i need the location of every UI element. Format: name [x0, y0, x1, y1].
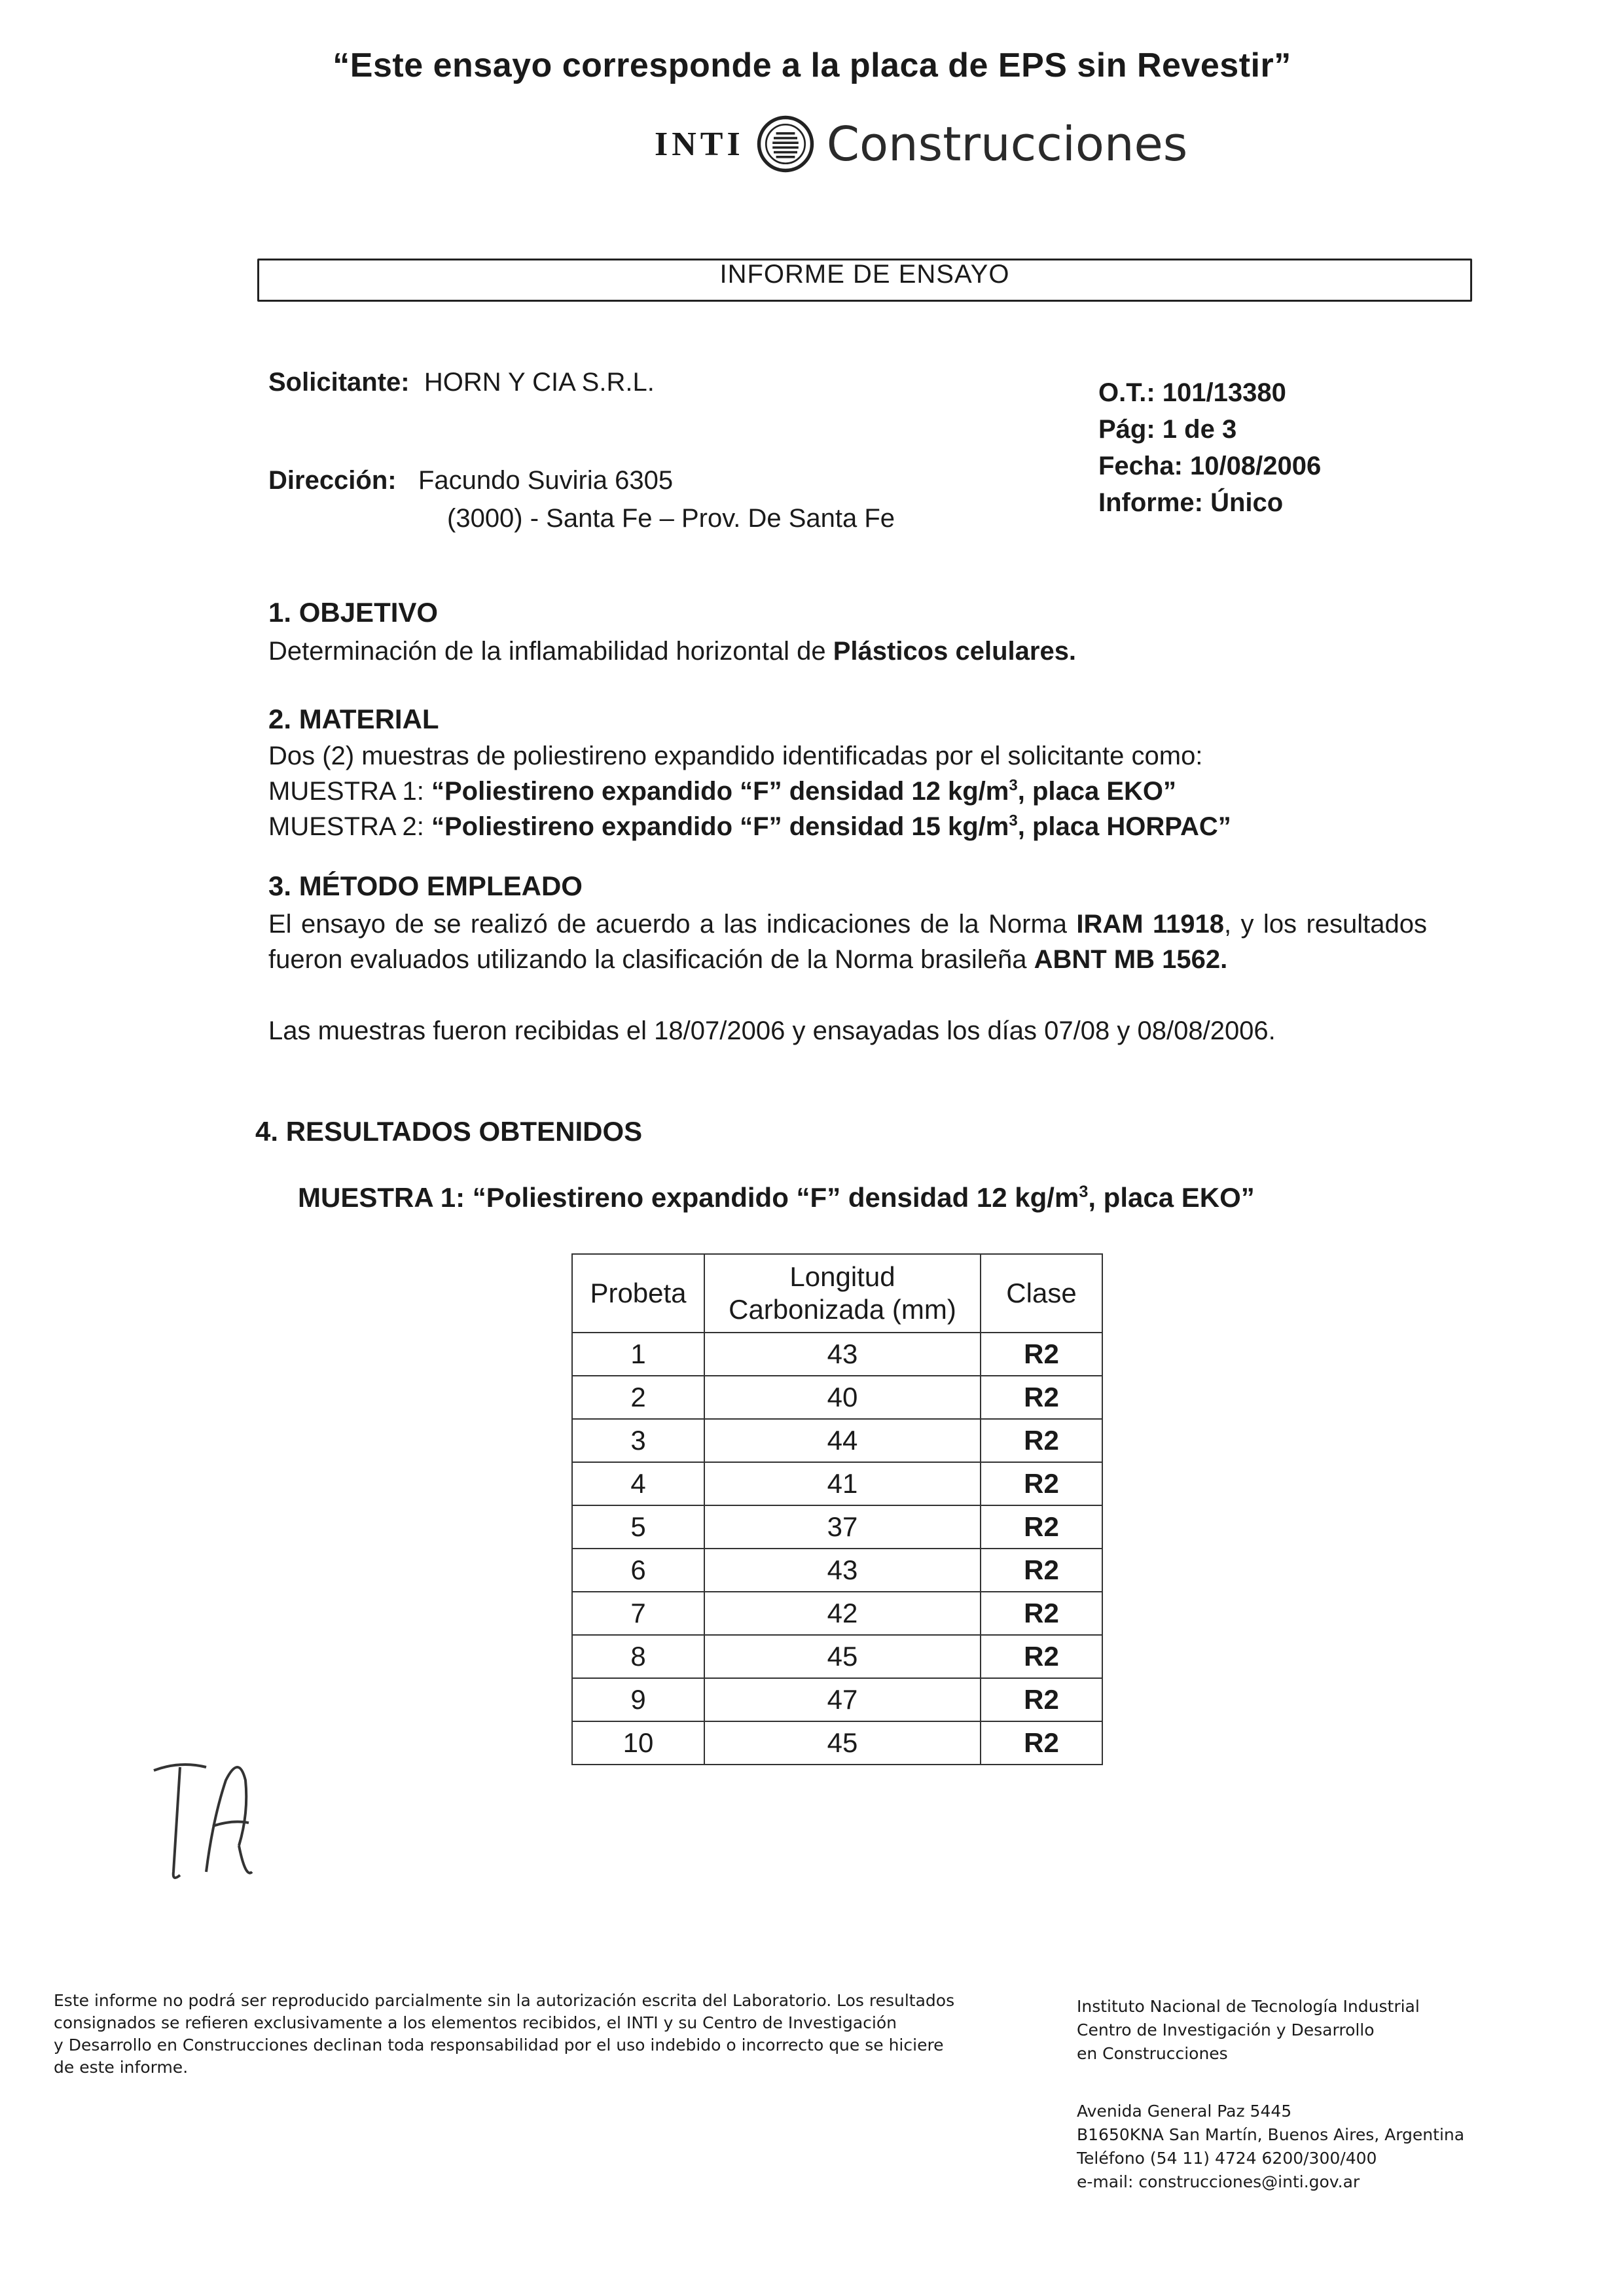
metodo-a: El ensayo de se realizó de acuerdo a las indicaciones de la Norma — [268, 910, 1077, 939]
results-heading-sup: 3 — [1079, 1183, 1089, 1201]
header-probeta: Probeta — [572, 1254, 704, 1333]
cell-longitud: 41 — [704, 1462, 981, 1505]
table-row — [572, 1721, 1102, 1765]
inti-emblem-icon — [756, 115, 815, 173]
table-row — [572, 1462, 1102, 1505]
cell-probeta: 9 — [572, 1678, 704, 1721]
section-material-title: 2. MATERIAL — [268, 704, 439, 734]
institution-line: Instituto Nacional de Tecnología Industrial — [1077, 1997, 1420, 2016]
cell-clase: R2 — [981, 1462, 1102, 1505]
table-row — [572, 1635, 1102, 1678]
table-row — [572, 1419, 1102, 1462]
cell-probeta: 10 — [572, 1721, 704, 1765]
address-line: B1650KNA San Martín, Buenos Aires, Argentina — [1077, 2125, 1465, 2144]
cell-probeta: 2 — [572, 1376, 704, 1419]
sample-1-sup: 3 — [1009, 776, 1018, 795]
report-meta — [1098, 374, 1321, 521]
table-row — [572, 1678, 1102, 1721]
cell-longitud: 42 — [704, 1592, 981, 1635]
sample-2-label: MUESTRA 2: — [268, 812, 431, 841]
table-row — [572, 1376, 1102, 1419]
cell-longitud: 44 — [704, 1419, 981, 1462]
cell-probeta: 1 — [572, 1333, 704, 1376]
section-metodo-text — [268, 906, 1427, 977]
results-table — [571, 1253, 1103, 1765]
cell-clase: R2 — [981, 1419, 1102, 1462]
solicitante-label: Solicitante: — [268, 368, 410, 397]
disclaimer-line: Este informe no podrá ser reproducido parcialmente sin la autorización escrita del Laboratorio. Los resultados — [54, 1991, 955, 2010]
footer-address — [1077, 2100, 1574, 2194]
header-longitud-line1: Longitud — [789, 1261, 895, 1292]
cell-probeta: 3 — [572, 1419, 704, 1462]
direccion-value-2: (3000) - Santa Fe – Prov. De Santa Fe — [447, 504, 895, 533]
cell-longitud: 45 — [704, 1721, 981, 1765]
disclaimer-line: consignados se refieren exclusivamente a los elementos recibidos, el INTI y su Centro de Investigación — [54, 2013, 897, 2032]
logo-construcciones-text: Construcciones — [826, 117, 1188, 171]
table-row — [572, 1505, 1102, 1549]
top-note: “Este ensayo corresponde a la placa de EPS sin Revestir” — [333, 46, 1291, 84]
table-row — [572, 1592, 1102, 1635]
header-clase: Clase — [981, 1254, 1102, 1333]
solicitante-line — [268, 368, 655, 397]
metodo-c: , y los resultados fueron evaluados utilizando la clasificación de la Norma brasileña — [268, 910, 1428, 974]
cell-probeta: 7 — [572, 1592, 704, 1635]
sample-2-sup: 3 — [1009, 812, 1018, 830]
cell-longitud: 45 — [704, 1635, 981, 1678]
results-sample-heading — [298, 1182, 1255, 1213]
table-row — [572, 1333, 1102, 1376]
order-number: O.T.: 101/13380 — [1098, 378, 1286, 407]
disclaimer-line: y Desarrollo en Construcciones declinan toda responsabilidad por el uso indebido o incorrecto que se hiciere — [54, 2036, 944, 2054]
cell-clase: R2 — [981, 1592, 1102, 1635]
institution-line: Centro de Investigación y Desarrollo — [1077, 2020, 1375, 2039]
cell-longitud: 47 — [704, 1678, 981, 1721]
cell-probeta: 4 — [572, 1462, 704, 1505]
cell-longitud: 43 — [704, 1549, 981, 1592]
metodo-norma-abnt: ABNT MB 1562. — [1034, 945, 1228, 974]
solicitante-value: HORN Y CIA S.R.L. — [424, 368, 655, 397]
sample-1-tail: , placa EKO” — [1017, 777, 1177, 806]
page-number: Pág: 1 de 3 — [1098, 415, 1237, 444]
results-heading-text: MUESTRA 1: “Poliestireno expandido “F” densidad 12 kg/m — [298, 1182, 1079, 1213]
cell-clase: R2 — [981, 1635, 1102, 1678]
sample-1-desc: “Poliestireno expandido “F” densidad 12 kg/m — [431, 777, 1009, 806]
section-objetivo-title: 1. OBJETIVO — [268, 597, 439, 628]
cell-longitud: 37 — [704, 1505, 981, 1549]
table-row — [572, 1549, 1102, 1592]
cell-clase: R2 — [981, 1505, 1102, 1549]
header-longitud — [704, 1254, 981, 1333]
direccion-label: Dirección: — [268, 466, 397, 495]
section-objetivo-text — [268, 634, 1076, 669]
material-sample-2 — [268, 809, 1231, 844]
cell-clase: R2 — [981, 1549, 1102, 1592]
material-sample-1 — [268, 774, 1231, 809]
objetivo-bold: Plásticos celulares. — [833, 637, 1077, 666]
handwritten-signature — [141, 1741, 272, 1898]
report-title: INFORME DE ENSAYO — [719, 260, 1010, 289]
objetivo-text: Determinación de la inflamabilidad horizontal de — [268, 637, 833, 666]
direccion-value-1: Facundo Suviria 6305 — [418, 466, 674, 495]
cell-longitud: 43 — [704, 1333, 981, 1376]
inti-logo — [655, 108, 1187, 180]
cell-clase: R2 — [981, 1678, 1102, 1721]
cell-clase: R2 — [981, 1721, 1102, 1765]
report-date: Fecha: 10/08/2006 — [1098, 452, 1322, 480]
material-intro: Dos (2) muestras de poliestireno expandido identificadas por el solicitante como: — [268, 742, 1203, 770]
logo-inti-text: INTI — [655, 125, 744, 163]
sample-2-tail: , placa HORPAC” — [1017, 812, 1231, 841]
cell-probeta: 8 — [572, 1635, 704, 1678]
cell-probeta: 6 — [572, 1549, 704, 1592]
address-line: Teléfono (54 11) 4724 6200/300/400 — [1077, 2149, 1377, 2168]
section-resultados-title: 4. RESULTADOS OBTENIDOS — [255, 1116, 643, 1147]
results-heading-tail: , placa EKO” — [1088, 1182, 1255, 1213]
direccion-line — [268, 466, 673, 495]
header-longitud-line2: Carbonizada (mm) — [729, 1294, 956, 1325]
cell-probeta: 5 — [572, 1505, 704, 1549]
cell-longitud: 40 — [704, 1376, 981, 1419]
institution-line: en Construcciones — [1077, 2044, 1228, 2063]
disclaimer-line: de este informe. — [54, 2058, 189, 2077]
cell-clase: R2 — [981, 1333, 1102, 1376]
report-type: Informe: Único — [1098, 488, 1284, 517]
address-line: e-mail: construcciones@inti.gov.ar — [1077, 2172, 1360, 2191]
metodo-norma-iram: IRAM 11918 — [1076, 910, 1225, 939]
section-metodo-dates: Las muestras fueron recibidas el 18/07/2006 y ensayadas los días 07/08 y 08/08/2006. — [268, 1016, 1276, 1045]
sample-2-desc: “Poliestireno expandido “F” densidad 15 kg/m — [431, 812, 1009, 841]
section-metodo-title: 3. MÉTODO EMPLEADO — [268, 870, 583, 901]
address-line: Avenida General Paz 5445 — [1077, 2102, 1292, 2121]
section-material-text — [268, 738, 1231, 844]
table-header-row — [572, 1254, 1102, 1333]
footer-disclaimer — [54, 1990, 1003, 2079]
footer-institution — [1077, 1995, 1574, 2066]
cell-clase: R2 — [981, 1376, 1102, 1419]
sample-1-label: MUESTRA 1: — [268, 777, 431, 806]
